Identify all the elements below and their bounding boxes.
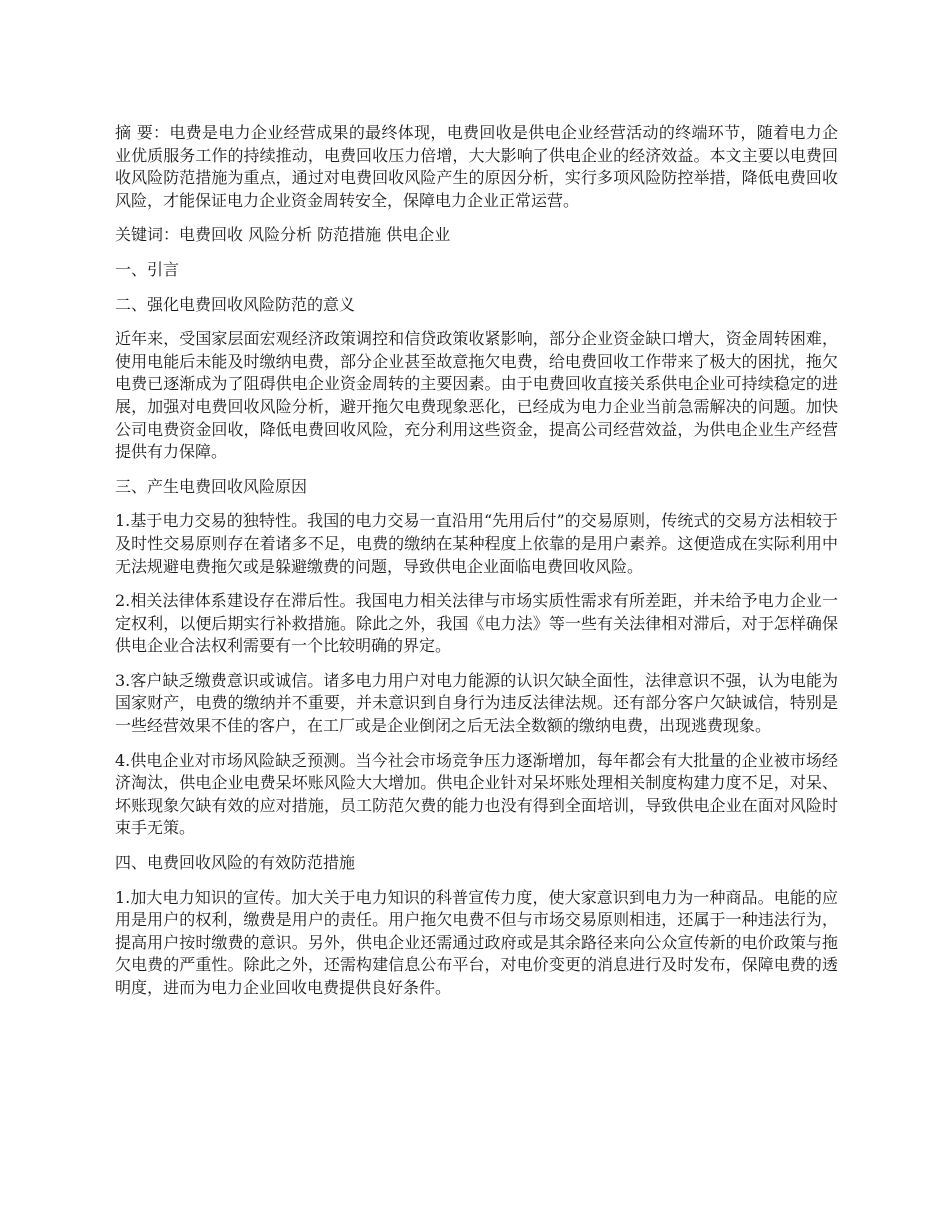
paragraph-cause-4: 4.供电企业对市场风险缺乏预测。当今社会市场竞争压力逐渐增加，每年都会有大批量的企业被市场经济淘汰，供电企业电费呆坏账风险大大增加。供电企业针对呆坏账处理相关制度构建力度不足，对呆、坏账现象欠缺有效的应对措施，员工防范欠费的能力也没有得到全面培训，导致供电企业在面对风险时束手无策。 [115,750,838,838]
keywords-line: 关键词：电费回收 风险分析 防范措施 供电企业 [115,225,451,245]
paragraph-cause-1: 1.基于电力交易的独特性。我国的电力交易一直沿用“先用后付”的交易原则，传统式的交易方法相较于及时性交易原则存在着诸多不足，电费的缴纳在某种程度上依靠的是用户素养。这便造成在实际利用中无法规避电费拖欠或是躲避缴费的问题，导致供电企业面临电费回收风险。 [115,511,838,576]
section-heading-causes: 三、产生电费回收风险原因 [115,476,308,496]
paragraph-measure-1: 1.加大电力知识的宣传。加大关于电力知识的科普宣传力度，使大家意识到电力为一种商品。电能的应用是用户的权利，缴费是用户的责任。用户拖欠电费不但与市场交易原则相违，还属于一种违法行为，提高用户按时缴费的意识。另外，供电企业还需通过政府或是其余路径来向公众宣传新的电价政策与拖欠电费的严重性。除此之外，还需构建信息公布平台，对电价变更的消息进行及时发布，保障电费的透明度，进而为电力企业回收电费提供良好条件。 [115,887,838,997]
section-heading-introduction: 一、引言 [115,259,180,279]
paragraph-cause-3: 3.客户缺乏缴费意识或诚信。诸多电力用户对电力能源的认识欠缺全面性，法律意识不强，认为电能为国家财产，电费的缴纳并不重要，并未意识到自身行为违反法律法规。还有部分客户欠缺诚信，特别是一些经营效果不佳的客户，在工厂或是企业倒闭之后无法全数额的缴纳电费，出现逃费现象。 [115,670,838,736]
paragraph-cause-2: 2.相关法律体系建设存在滞后性。我国电力相关法律与市场实质性需求有所差距，并未给予电力企业一定权利，以便后期实行补救措施。除此之外，我国《电力法》等一些有关法律相对滞后，对于怎样确保供电企业合法权利需要有一个比较明确的界定。 [115,591,838,656]
paragraph-significance: 近年来，受国家层面宏观经济政策调控和信贷政策收紧影响，部分企业资金缺口增大，资金周转困难，使用电能后未能及时缴纳电费，部分企业甚至故意拖欠电费，给电费回收工作带来了极大的困扰，拖欠电费已逐渐成为了阻碍供电企业资金周转的主要因素。由于电费回收直接关系供电企业可持续稳定的进展，加强对电费回收风险分析，避开拖欠电费现象恶化，已经成为电力企业当前急需解决的问题。加快公司电费资金回收，降低电费回收风险，充分利用这些资金，提高公司经营效益，为供电企业生产经营提供有力保障。 [115,329,838,462]
document-body [115,122,838,1012]
section-heading-measures: 四、电费回收风险的有效防范措施 [115,853,356,873]
abstract-paragraph: 摘 要：电费是电力企业经营成果的最终体现，电费回收是供电企业经营活动的终端环节，随着电力企业优质服务工作的持续推动，电费回收压力倍增，大大影响了供电企业的经济效益。本文主要以电费回收风险防范措施为重点，通过对电费回收风险产生的原因分析，实行多项风险防控举措，降低电费回收风险，才能保证电力企业资金周转安全，保障电力企业正常运营。 [115,123,838,210]
section-heading-significance: 二、强化电费回收风险防范的意义 [115,294,356,314]
